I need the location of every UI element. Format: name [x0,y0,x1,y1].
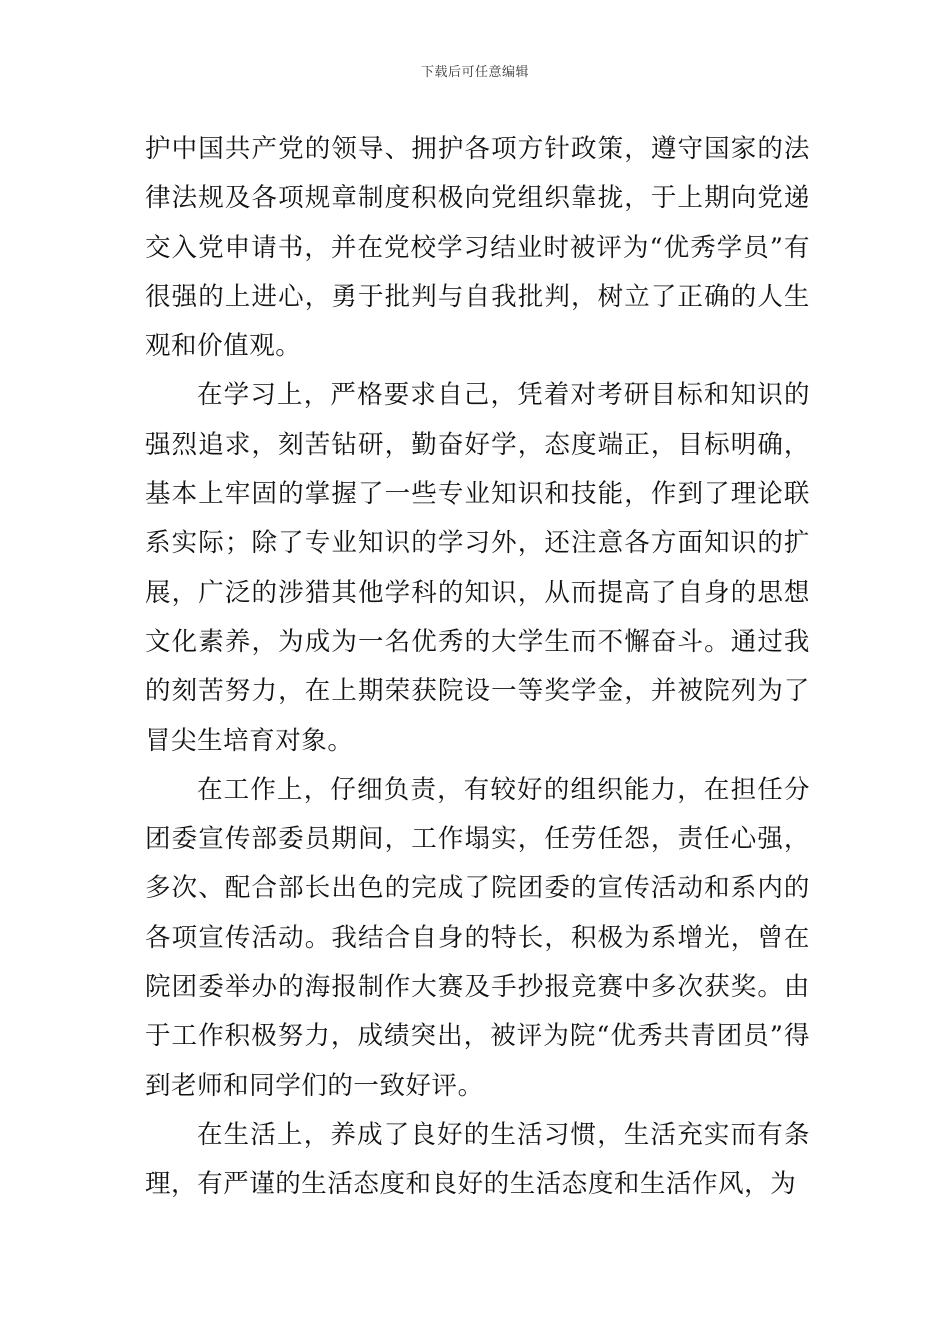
document-body [145,125,810,1210]
paragraph-study: 在学习上，严格要求自己，凭着对考研目标和知识的强烈追求，刻苦钻研，勤奋好学，态度端正，目标明确，基本上牢固的掌握了一些专业知识和技能，作到了理论联系实际；除了专业知识的学习外，还注意各方面知识的扩展，广泛的涉猎其他学科的知识，从而提高了自身的思想文化素养，为成为一名优秀的大学生而不懈奋斗。通过我的刻苦努力，在上期荣获院设一等奖学金，并被院列为了冒尖生培育对象。 [145,380,810,756]
paragraph-work: 在工作上，仔细负责，有较好的组织能力，在担任分团委宣传部委员期间，工作塌实，任劳任怨，责任心强，多次、配合部长出色的完成了院团委的宣传活动和系内的各项宣传活动。我结合自身的特长，积极为系增光，曾在院团委举办的海报制作大赛及手抄报竞赛中多次获奖。由于工作积极努力，成绩突出，被评为院“优秀共青团员”得到老师和同学们的一致好评。 [145,774,810,1101]
page-header: 下载后可任意编辑 [420,65,529,80]
paragraph-political: 护中国共产党的领导、拥护各项方针政策，遵守国家的法律法规及各项规章制度积极向党组织靠拢，于上期向党递交入党申请书，并在党校学习结业时被评为“优秀学员”有很强的上进心，勇于批判与自我批判，树立了正确的人生观和价值观。 [145,134,810,362]
paragraph-life: 在生活上，养成了良好的生活习惯，生活充实而有条理，有严谨的生活态度和良好的生活态度和生活作风，为 [145,1119,810,1200]
